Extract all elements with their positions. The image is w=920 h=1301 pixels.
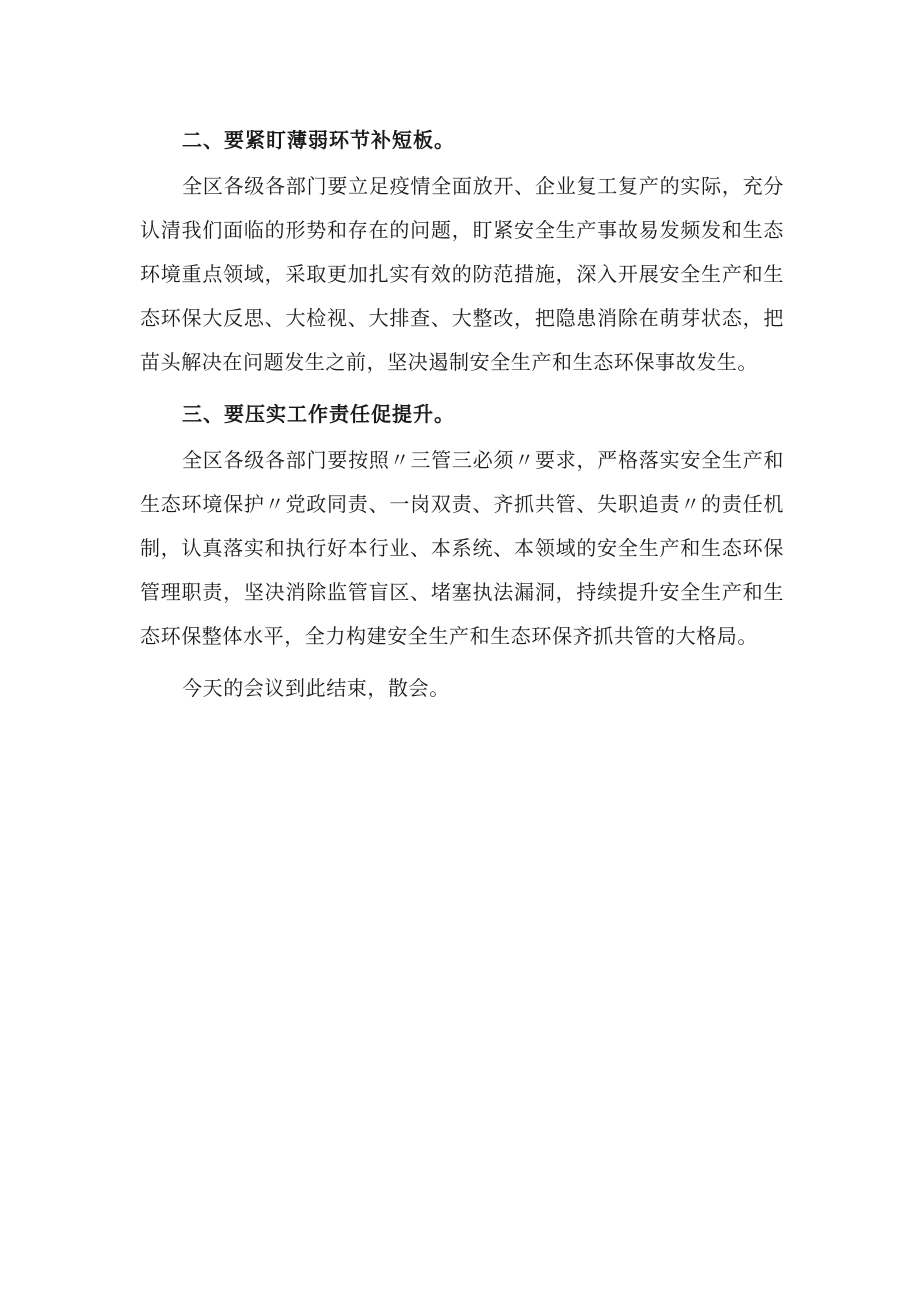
section-heading-3: 三、要压实工作责任促提升。: [182, 402, 455, 426]
section-paragraph-2: 全区各级各部门要立足疫情全面放开、企业复工复产的实际，充分认清我们面临的形势和存在的问题，盯紧安全生产事故易发频发和生态环境重点领域，采取更加扎实有效的防范措施，深入开展安全生产和生态环保大反思、大检视、大排查、大整改，把隐患消除在萌芽状态，把苗头解决在问题发生之前，坚决遏制安全生产和生态环保事故发生。: [140, 174, 784, 374]
section-paragraph-3: 全区各级各部门要按照〃三管三必须〃要求，严格落实安全生产和生态环境保护〃党政同责、一岗双责、齐抓共管、失职追责〃的责任机制，认真落实和执行好本行业、本系统、本领域的安全生产和生态环保管理职责，坚决消除监管盲区、堵塞执法漏洞，持续提升安全生产和生态环保整体水平，全力构建安全生产和生态环保齐抓共管的大格局。: [140, 448, 784, 648]
section-heading-2: 二、要紧盯薄弱环节补短板。: [182, 128, 455, 152]
document-body: [140, 118, 784, 710]
closing-remark: 今天的会议到此结束，散会。: [182, 676, 450, 700]
